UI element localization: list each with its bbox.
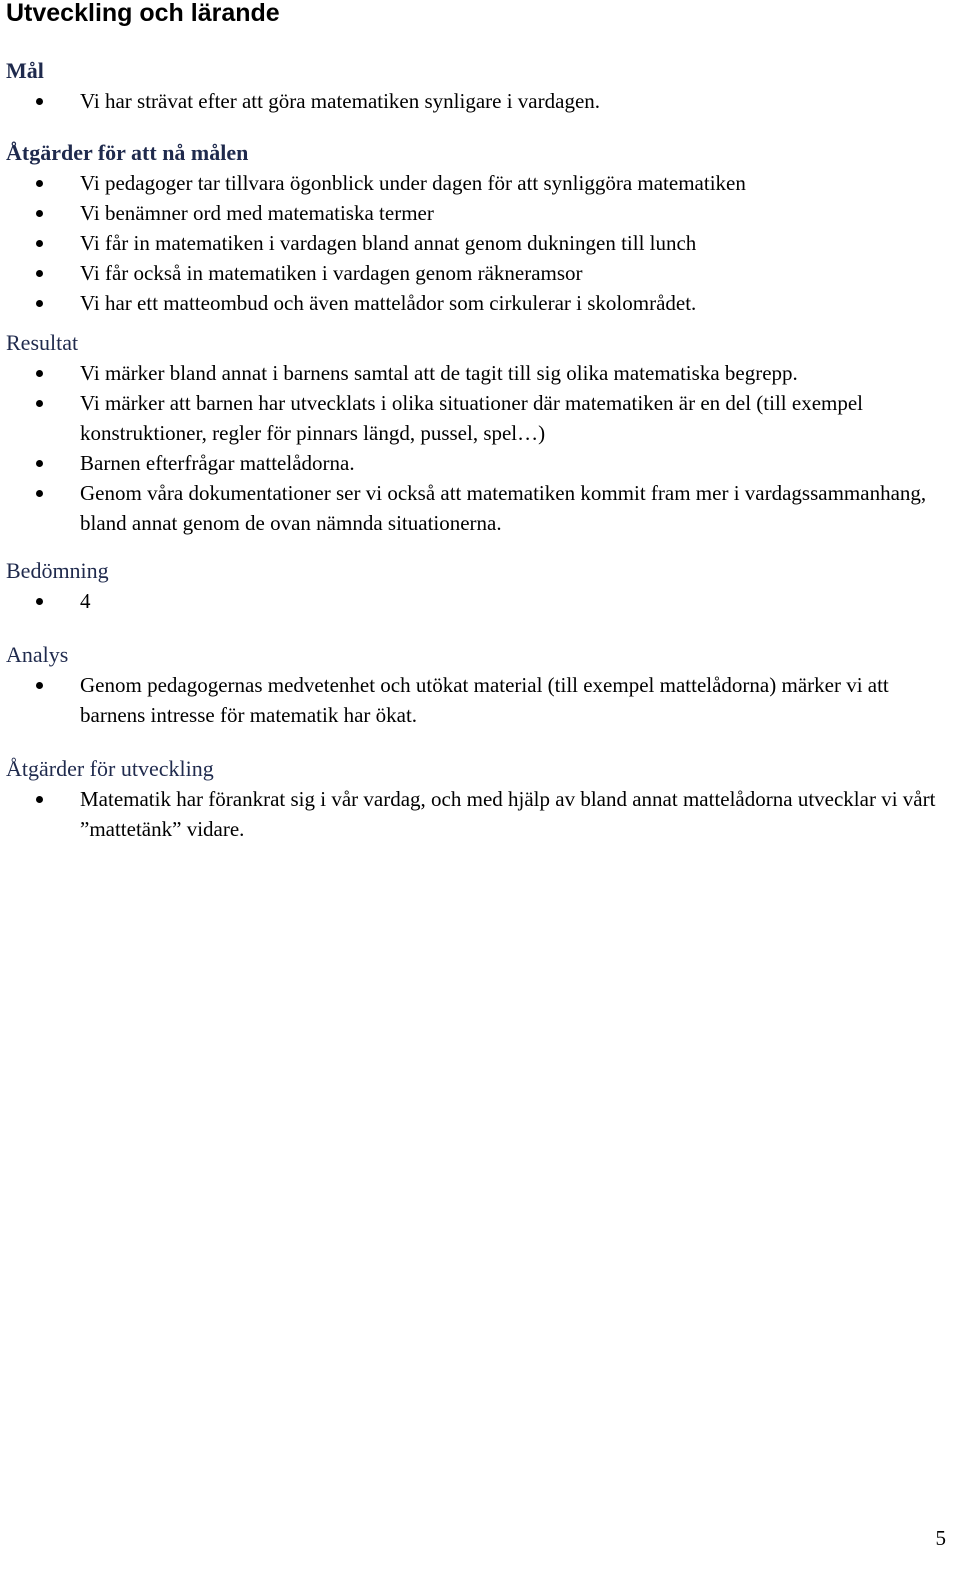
section-heading: Bedömning (6, 558, 109, 583)
bullet-icon (36, 598, 43, 605)
list-item (6, 168, 956, 198)
bullet-icon (36, 400, 43, 407)
list-item-text: Genom pedagogernas medvetenhet och utökat material (till exempel mattelådorna) märker vi att barnens intresse för matematik har ökat. (80, 673, 889, 727)
list-item (6, 784, 956, 844)
bullet-icon (36, 240, 43, 247)
section-heading: Analys (6, 642, 69, 667)
list-item-text: Vi benämner ord med matematiska termer (80, 201, 434, 225)
bullet-icon (36, 210, 43, 217)
bullet-list (6, 670, 956, 730)
list-item (6, 358, 956, 388)
list-item-text: Matematik har förankrat sig i vår vardag, och med hjälp av bland annat mattelådorna utvecklar vi vårt ”mattetänk” vidare. (80, 787, 936, 841)
section-bedomning (6, 556, 956, 616)
bullet-icon (36, 180, 43, 187)
section-heading: Åtgärder för att nå målen (6, 140, 249, 165)
list-item-text: 4 (80, 589, 91, 613)
section-heading: Åtgärder för utveckling (6, 756, 214, 781)
list-item-text: Vi märker bland annat i barnens samtal att de tagit till sig olika matematiska begrepp. (80, 361, 798, 385)
list-item-text: Barnen efterfrågar mattelådorna. (80, 451, 355, 475)
section-analys (6, 640, 956, 730)
bullet-icon (36, 300, 43, 307)
bullet-list (6, 586, 956, 616)
list-item (6, 586, 956, 616)
list-item (6, 228, 956, 258)
list-item-text: Vi pedagoger tar tillvara ögonblick under dagen för att synliggöra matematiken (80, 171, 746, 195)
document-page (6, 0, 956, 844)
list-item (6, 388, 956, 448)
bullet-icon (36, 98, 43, 105)
bullet-list (6, 168, 956, 318)
bullet-icon (36, 270, 43, 277)
list-item-text: Vi märker att barnen har utvecklats i olika situationer där matematiken är en del (till exempel konstruktioner, regler för pinnars längd, pussel, spel…) (80, 391, 864, 445)
bullet-icon (36, 490, 43, 497)
list-item-text: Vi har strävat efter att göra matematiken synligare i vardagen. (80, 89, 601, 113)
list-item (6, 258, 956, 288)
section-atgarder-utveckling (6, 754, 956, 844)
bullet-list (6, 358, 956, 538)
list-item (6, 448, 956, 478)
section-mal (6, 56, 956, 116)
bullet-list (6, 784, 956, 844)
list-item-text: Vi har ett matteombud och även mattelådor som cirkulerar i skolområdet. (80, 291, 697, 315)
page-number: 5 (935, 1526, 946, 1550)
list-item (6, 478, 956, 538)
section-heading: Resultat (6, 330, 79, 355)
list-item (6, 86, 956, 116)
list-item (6, 198, 956, 228)
list-item-text: Genom våra dokumentationer ser vi också att matematiken kommit fram mer i vardagssammanhang, bland annat genom de ovan nämnda situationerna. (80, 481, 927, 535)
bullet-icon (36, 796, 43, 803)
list-item (6, 288, 956, 318)
list-item-text: Vi får in matematiken i vardagen bland annat genom dukningen till lunch (80, 231, 697, 255)
list-item-text: Vi får också in matematiken i vardagen genom räkneramsor (80, 261, 583, 285)
page-title: Utveckling och lärande (6, 0, 280, 27)
section-heading: Mål (6, 58, 44, 83)
bullet-icon (36, 370, 43, 377)
bullet-icon (36, 460, 43, 467)
bullet-list (6, 86, 956, 116)
section-atgarder (6, 138, 956, 318)
bullet-icon (36, 682, 43, 689)
list-item (6, 670, 956, 730)
section-resultat (6, 328, 956, 538)
